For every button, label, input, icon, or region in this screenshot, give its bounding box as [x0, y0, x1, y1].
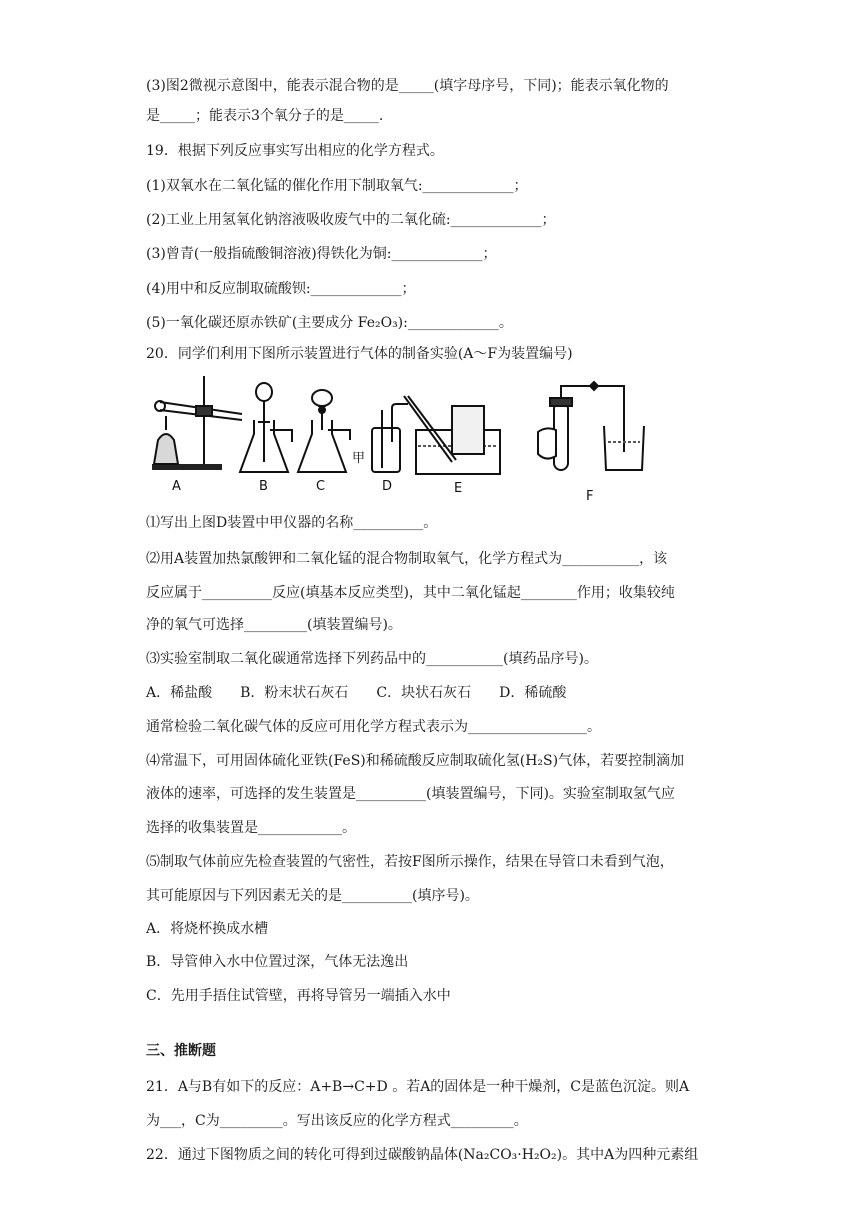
label-jia: 甲 [352, 451, 366, 466]
section-heading: 三、推断题 [146, 1043, 216, 1059]
q20-2-line-2: 反应属于__________反应(填基本反应类型)，其中二氧化锰起________作用；收集较纯 [146, 585, 675, 601]
q20-heading: 20．同学们利用下图所示装置进行气体的制备实验(A～F为装置编号) [146, 346, 573, 362]
q19-1: (1)双氧水在二氧化锰的催化作用下制取氧气:_____________； [146, 178, 528, 194]
q20-2-line-1: ⑵用A装置加热氯酸钾和二氧化锰的混合物制取氧气，化学方程式为___________，该 [146, 551, 668, 567]
label-f: F [586, 489, 594, 504]
q20-5-option-a: A．将烧杯换成水槽 [146, 921, 269, 937]
q19-5: (5)一氧化碳还原赤铁矿(主要成分 Fe₂O₃):_____________。 [146, 315, 513, 331]
q20-3: ⑶实验室制取二氧化碳通常选择下列药品中的___________(填药品序号)。 [146, 651, 598, 667]
q20-3-followup: 通常检验二氧化碳气体的反应可用化学方程式表示为_________________。 [146, 719, 601, 735]
label-a: A [172, 479, 181, 494]
q20-5-line-1: ⑸制取气体前应先检查装置的气密性，若按F图所示操作，结果在导管口未看到气泡， [146, 854, 674, 870]
q20-4-line-3: 选择的收集装置是____________。 [146, 820, 356, 836]
apparatus-diagram [146, 372, 646, 504]
label-d: D [382, 479, 393, 494]
label-b: B [259, 479, 268, 494]
q19-heading: 19．根据下列反应事实写出相应的化学方程式。 [146, 143, 444, 159]
q20-5-line-2: 其可能原因与下列因素无关的是__________(填序号)。 [146, 888, 479, 904]
q20-5-option-c: C．先用手捂住试管壁，再将导管另一端插入水中 [146, 988, 451, 1004]
q19-2: (2)工业上用氢氧化钠溶液吸收废气中的二氧化硫:_____________； [146, 212, 556, 228]
label-c: C [316, 479, 326, 494]
q20-4-line-1: ⑷常温下，可用固体硫化亚铁(FeS)和稀硫酸反应制取硫化氢(H₂S)气体，若要控制滴加 [146, 753, 685, 769]
q20-4-line-2: 液体的速率，可选择的发生装置是__________(填装置编号，下同)。实验室制取氢气应 [146, 786, 675, 802]
q18-3-line-1: (3)图2微视示意图中，能表示混合物的是_____(填字母序号，下同)；能表示氧化物的 [146, 78, 669, 94]
q19-4: (4)用中和反应制取硫酸钡:_____________； [146, 281, 416, 297]
q18-3-line-2: 是_____；能表示3个氧分子的是_____. [146, 108, 384, 124]
q20-3-options: A．稀盐酸 B．粉末状石灰石 C．块状石灰石 D．稀硫酸 [146, 685, 567, 701]
label-e: E [454, 481, 463, 496]
q19-3: (3)曾青(一般指硫酸铜溶液)得铁化为铜:_____________； [146, 246, 497, 262]
q20-5-option-b: B．导管伸入水中位置过深，气体无法逸出 [146, 954, 409, 970]
q22-line-1: 22．通过下图物质之间的转化可得到过碳酸钠晶体(Na₂CO₃·H₂O₂)。其中A为四种元素组 [146, 1147, 699, 1163]
q20-2-line-3: 净的氧气可选择_________(填装置编号)。 [146, 617, 402, 633]
q21-line-1: 21．A与B有如下的反应：A+B→C+D 。若A的固体是一种干燥剂，C是蓝色沉淀。则A [146, 1079, 690, 1095]
q21-line-2: 为___，C为_________。写出该反应的化学方程式_________。 [146, 1113, 528, 1129]
q20-1: ⑴写出上图D装置中甲仪器的名称__________。 [146, 515, 438, 531]
apparatus-figure [146, 372, 646, 504]
